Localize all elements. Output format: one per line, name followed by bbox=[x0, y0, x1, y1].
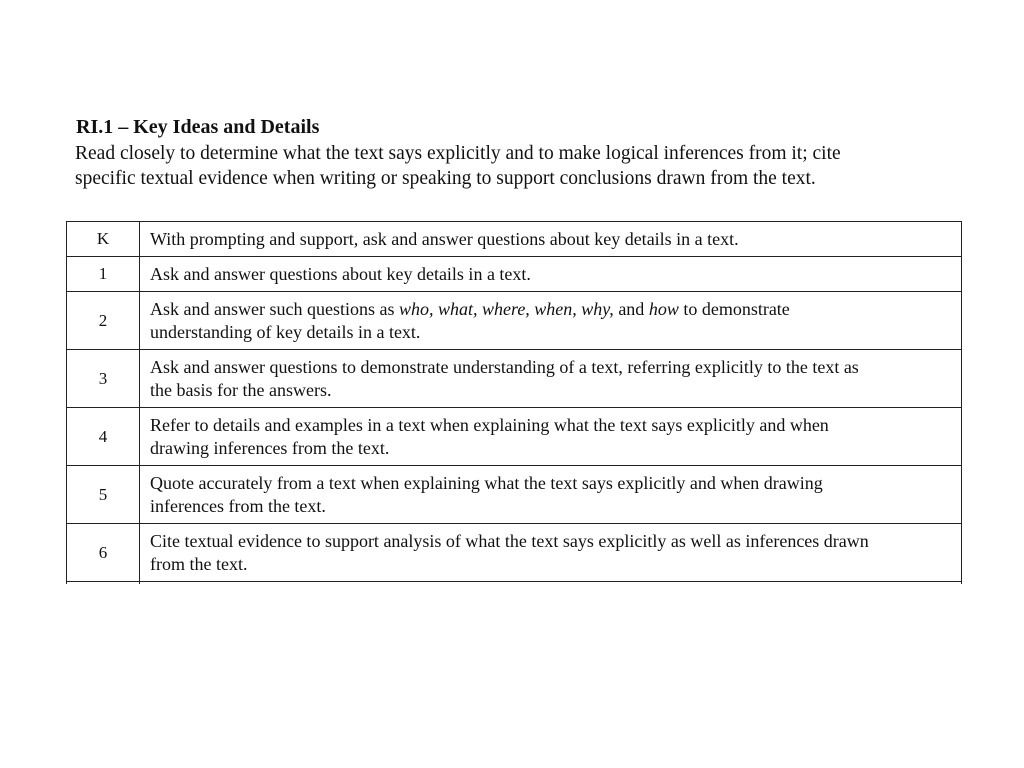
standard-cell bbox=[140, 466, 962, 524]
standard-text: Ask and answer questions about key details in a text. bbox=[150, 263, 531, 284]
table-row-grade-2 bbox=[67, 292, 962, 350]
standard-cell bbox=[140, 408, 962, 466]
standard-text: the basis for the answers. bbox=[150, 379, 332, 400]
text-segment: to demonstrate bbox=[678, 298, 790, 319]
standard-cell bbox=[140, 292, 962, 350]
grade-cell bbox=[67, 582, 140, 585]
table-row-grade-4 bbox=[67, 408, 962, 466]
standard-cell bbox=[140, 524, 962, 582]
standard-text: Cite textual evidence to support analysis of what the text says explicitly as well as inferences drawn bbox=[150, 530, 869, 551]
grade-cell: 6 bbox=[67, 524, 140, 582]
table-row-grade-3 bbox=[67, 350, 962, 408]
standard-text: inferences from the text. bbox=[150, 495, 326, 516]
standard-cell bbox=[140, 582, 962, 585]
section-title: RI.1 – Key Ideas and Details bbox=[76, 116, 320, 138]
table-row-grade-5 bbox=[67, 466, 962, 524]
standard-cell bbox=[140, 257, 962, 292]
table-row-grade-k bbox=[67, 222, 962, 257]
standard-cell bbox=[140, 350, 962, 408]
description-line: specific textual evidence when writing or speaking to support conclusions drawn from the text. bbox=[75, 168, 816, 189]
standard-text: Quote accurately from a text when explaining what the text says explicitly and when drawing bbox=[150, 472, 823, 493]
grade-cell: 3 bbox=[67, 350, 140, 408]
grade-cell: 5 bbox=[67, 466, 140, 524]
standard-text: from the text. bbox=[150, 553, 248, 574]
table-row-grade-6 bbox=[67, 524, 962, 582]
grade-cell: 4 bbox=[67, 408, 140, 466]
table-row-grade-1 bbox=[67, 257, 962, 292]
description-line: Read closely to determine what the text says explicitly and to make logical inferences from it; cite bbox=[75, 143, 841, 164]
standard-description bbox=[75, 141, 975, 191]
standard-text: drawing inferences from the text. bbox=[150, 437, 390, 458]
grade-standards-table bbox=[66, 221, 962, 584]
grade-cell: K bbox=[67, 222, 140, 257]
standard-text bbox=[150, 298, 951, 321]
text-segment: and bbox=[613, 298, 649, 319]
grade-cell: 1 bbox=[67, 257, 140, 292]
italic-how: how bbox=[648, 298, 679, 319]
text-segment: Ask and answer such questions as bbox=[150, 298, 399, 319]
table-row-continuation bbox=[67, 582, 962, 585]
standard-text: understanding of key details in a text. bbox=[150, 321, 421, 342]
grade-cell: 2 bbox=[67, 292, 140, 350]
standard-text: Refer to details and examples in a text when explaining what the text says explicitly and when bbox=[150, 414, 829, 435]
standard-text: Ask and answer questions to demonstrate understanding of a text, referring explicitly to the text as bbox=[150, 356, 859, 377]
standard-cell bbox=[140, 222, 962, 257]
italic-question-words: who, what, where, when, why, bbox=[398, 298, 614, 319]
standard-text: With prompting and support, ask and answer questions about key details in a text. bbox=[150, 228, 739, 249]
